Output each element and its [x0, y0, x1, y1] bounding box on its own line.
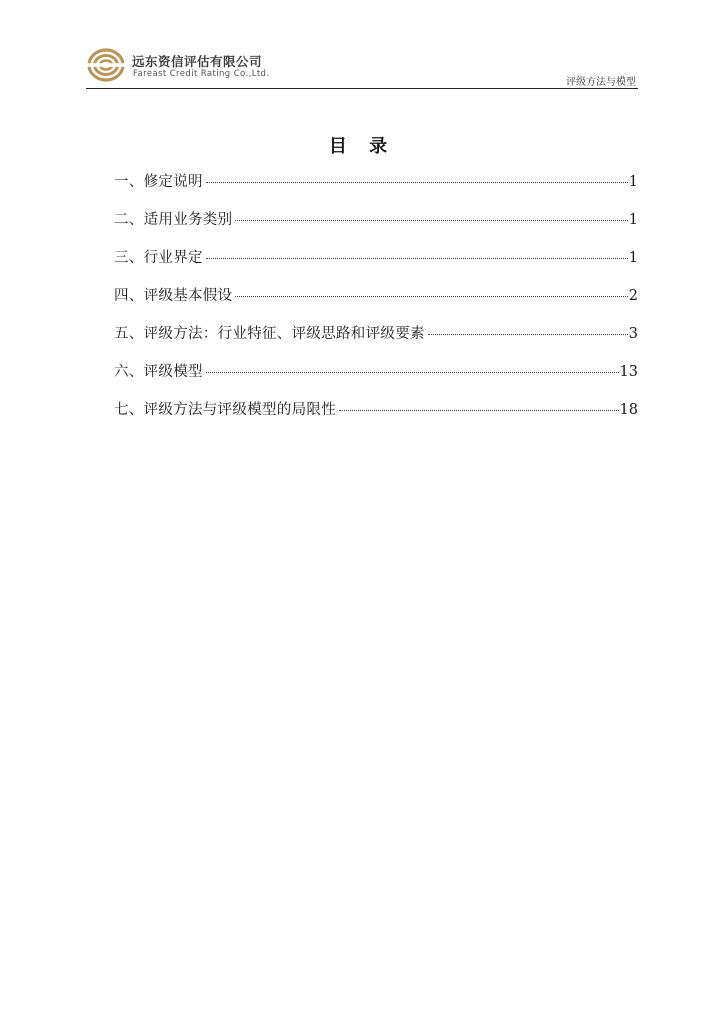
toc-dot-leader	[206, 257, 628, 259]
document-type-label: 评级方法与模型	[566, 77, 636, 88]
toc-title: 目 录	[328, 136, 396, 157]
page-header	[86, 46, 638, 90]
toc-page-number: 18	[619, 402, 638, 418]
toc-entry[interactable]	[114, 210, 638, 248]
toc-page-number: 13	[619, 364, 638, 380]
toc-page-number: 3	[628, 326, 638, 342]
toc-dot-leader	[235, 219, 627, 221]
toc-entry[interactable]	[114, 324, 638, 362]
toc-entry[interactable]	[114, 248, 638, 286]
toc-dot-leader	[428, 333, 628, 335]
toc-dot-leader	[206, 371, 619, 373]
toc-entry-label: 七、评级方法与评级模型的局限性	[114, 402, 336, 418]
toc-entry-label: 五、评级方法：行业特征、评级思路和评级要素	[114, 326, 425, 342]
toc-page-number: 1	[628, 212, 638, 228]
toc-dot-leader	[206, 181, 628, 183]
toc-entry-label: 六、评级模型	[114, 364, 203, 380]
toc-entry[interactable]	[114, 172, 638, 210]
toc-dot-leader	[235, 295, 627, 297]
header-divider	[86, 88, 638, 89]
toc-entry-label: 四、评级基本假设	[114, 288, 233, 304]
toc-entry-label: 一、修定说明	[114, 174, 203, 190]
toc-entry-label: 三、行业界定	[114, 250, 203, 266]
toc-entry-label: 二、适用业务类别	[114, 212, 233, 228]
company-name-en: Fareast Credit Rating Co.,Ltd.	[133, 69, 270, 79]
toc-dot-leader	[339, 409, 619, 411]
toc-entry[interactable]	[114, 286, 638, 324]
toc-page-number: 2	[628, 288, 638, 304]
company-name-cn: 远东资信评估有限公司	[132, 54, 263, 69]
toc-entry[interactable]	[114, 362, 638, 400]
table-of-contents	[114, 172, 638, 438]
toc-page-number: 1	[628, 250, 638, 266]
company-logo-icon	[86, 46, 126, 84]
toc-page-number: 1	[628, 174, 638, 190]
toc-entry[interactable]	[114, 400, 638, 438]
